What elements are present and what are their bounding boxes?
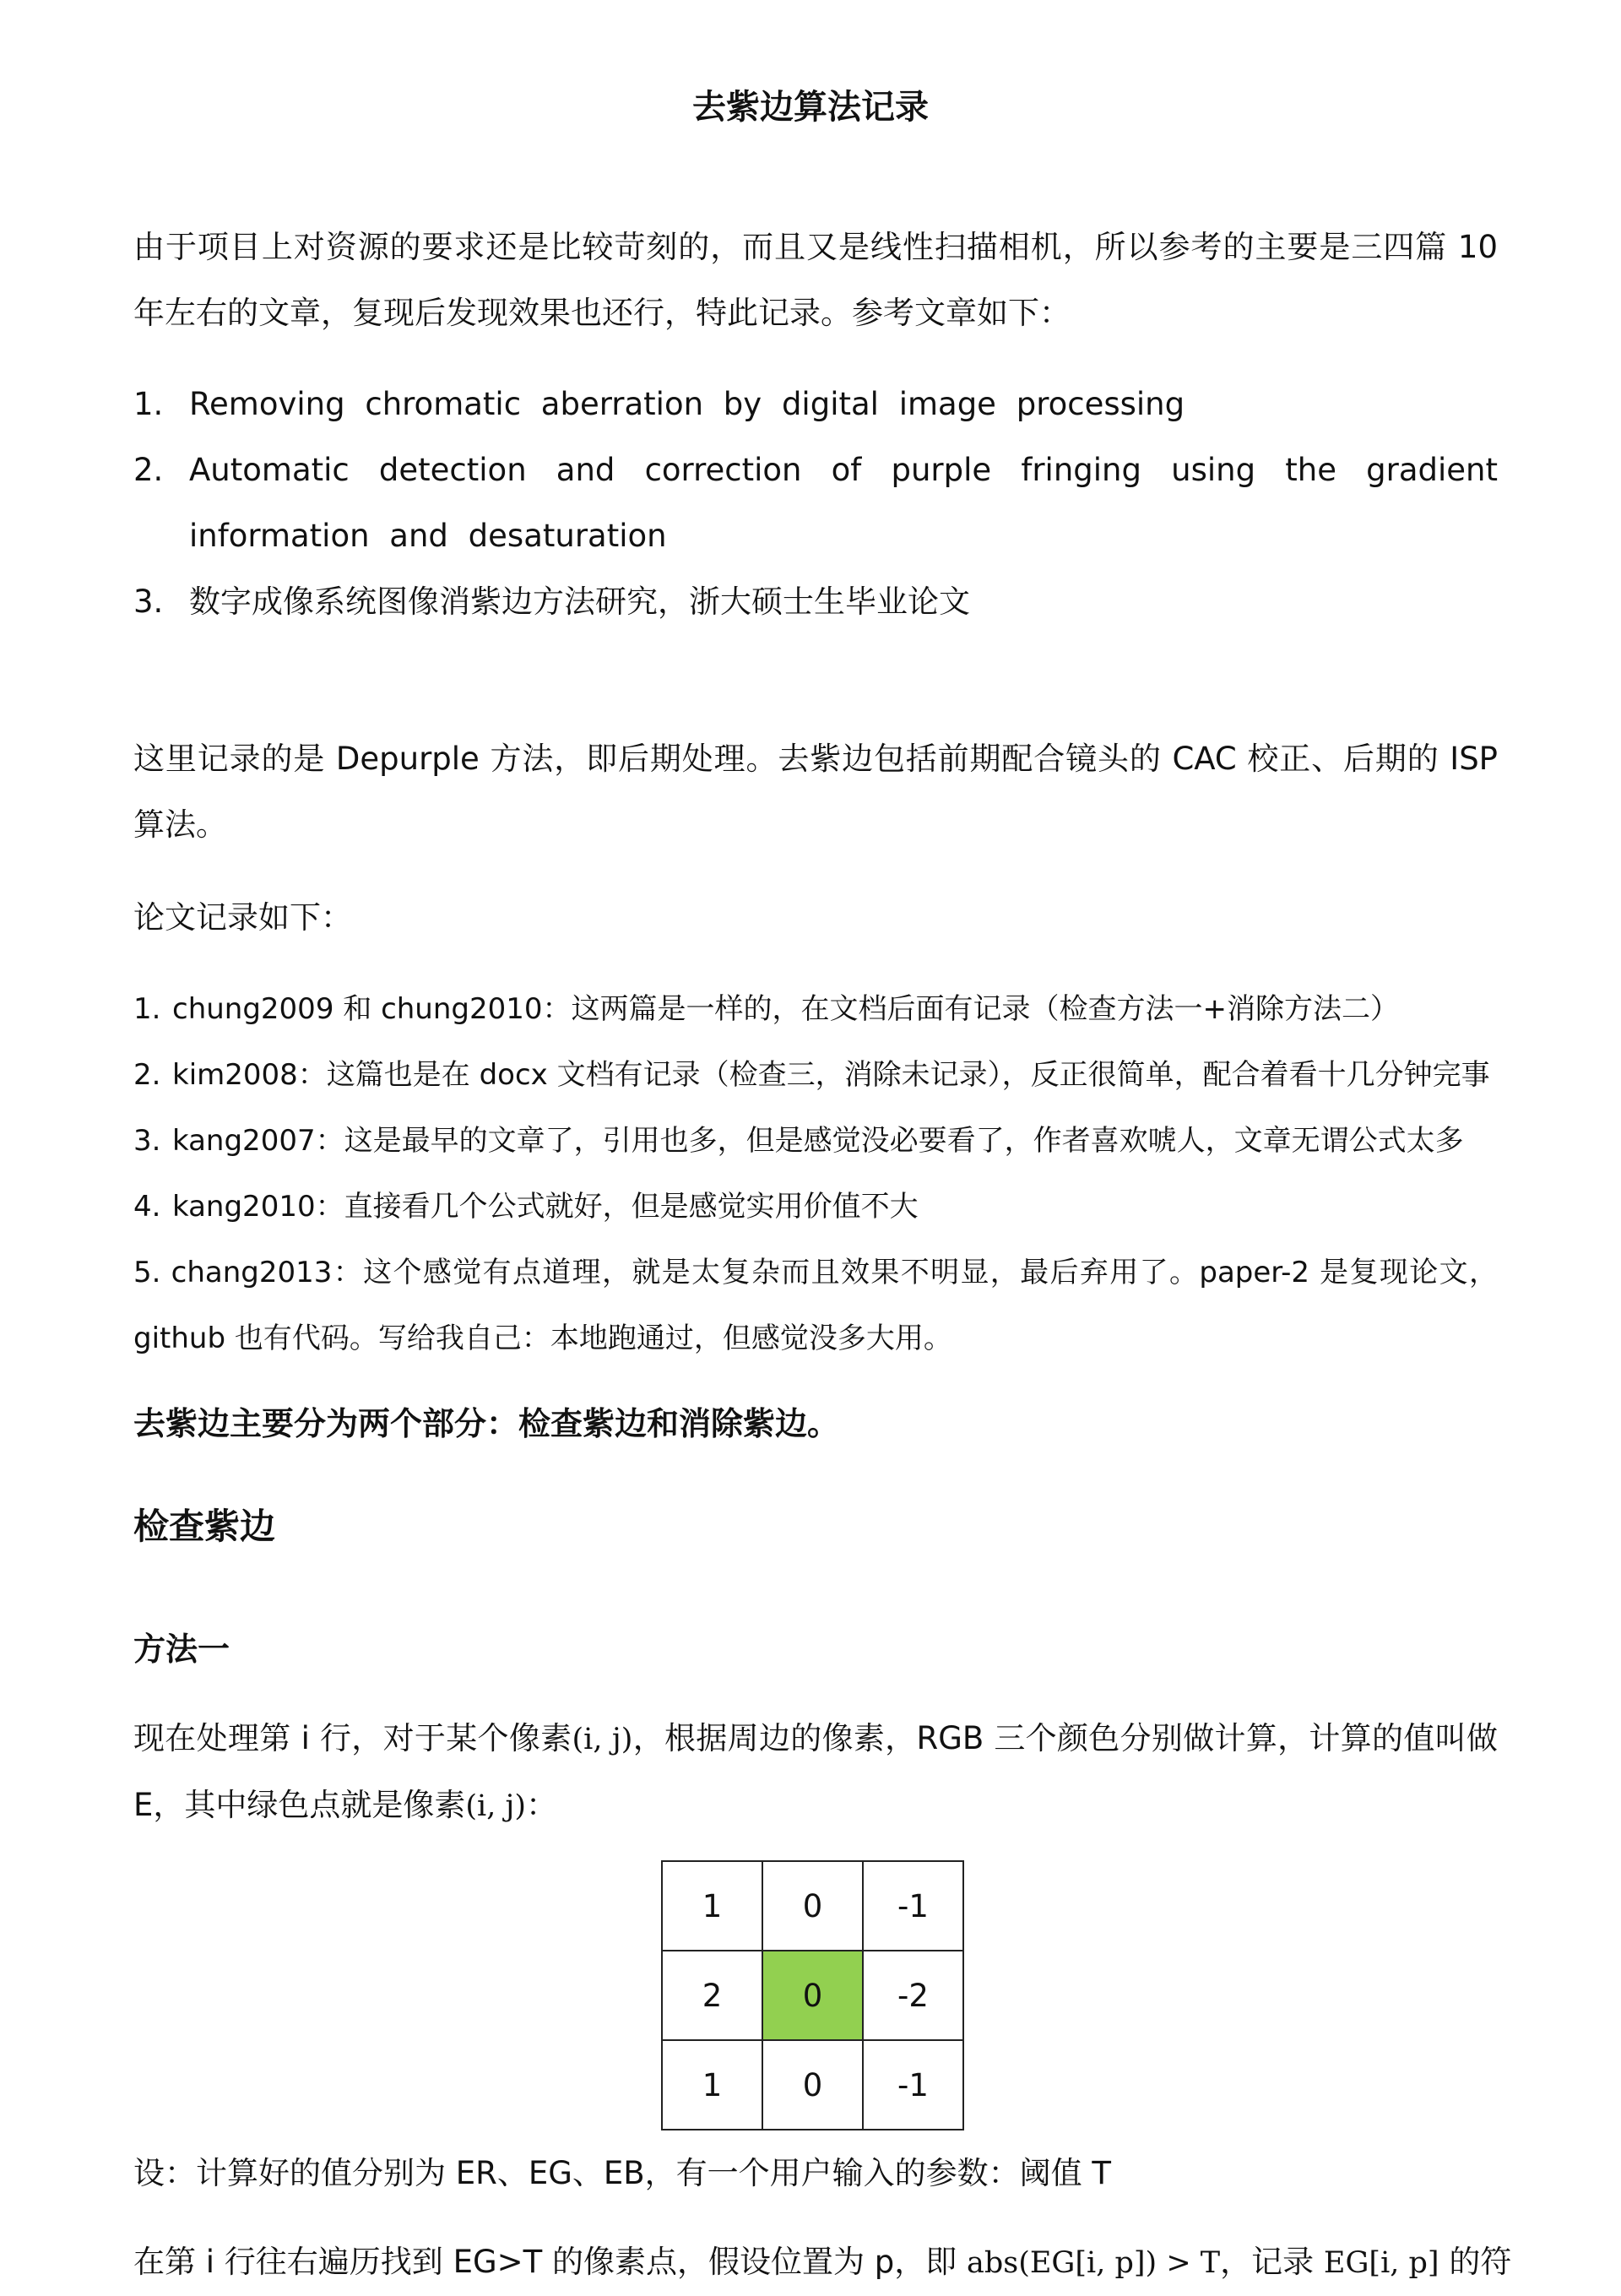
document-title: 去紫边算法记录 xyxy=(692,88,929,127)
paper-note-number: 5. xyxy=(133,1256,161,1289)
section-heading: 检查紫边 xyxy=(133,1506,276,1547)
paper-note-text: chung2009 和 chung2010：这两篇是一样的，在文档后面有记录（检查方法一+消除方法二） xyxy=(172,992,1399,1026)
traversal-text: 在第 i 行往右遍历找到 EG>T 的像素点，假设位置为 p，即 xyxy=(133,2244,967,2280)
method-text: ： xyxy=(526,1787,557,1823)
paper-note-number: 2. xyxy=(133,1058,161,1092)
kernel-cell: -1 xyxy=(863,1861,963,1951)
reference-text: Removing chromatic aberration by digital image processing xyxy=(189,386,1185,422)
kernel-cell: -1 xyxy=(863,2040,963,2130)
intro-paragraph: 由于项目上对资源的要求还是比较苛刻的，而且又是线性扫描相机，所以参考的主要是三四篇 10 年左右的文章，复现后发现效果也还行，特此记录。参考文章如下： xyxy=(133,229,1498,331)
paper-note-text: kang2007：这是最早的文章了，引用也多，但是感觉没必要看了，作者喜欢唬人，文章无谓公式太多 xyxy=(172,1124,1464,1158)
paper-note-number: 4. xyxy=(133,1190,161,1224)
setting-line: 设：计算好的值分别为 ER、EG、EB，有一个用户输入的参数：阈值 T xyxy=(133,2155,1112,2191)
paper-notes-heading: 论文记录如下： xyxy=(133,899,352,936)
paper-note-number: 3. xyxy=(133,1124,161,1158)
kernel-cell: 2 xyxy=(662,1951,762,2040)
method-heading: 方法一 xyxy=(133,1631,230,1668)
traversal-text: 的符 xyxy=(1439,2244,1512,2280)
kernel-row xyxy=(662,1861,963,1951)
summary-statement: 去紫边主要分为两个部分：检查紫边和消除紫边。 xyxy=(133,1405,840,1442)
reference-item xyxy=(133,372,1498,437)
kernel-row xyxy=(662,1951,963,2040)
kernel-cell: 1 xyxy=(662,2040,762,2130)
depurple-paragraph: 这里记录的是 Depurple 方法，即后期处理。去紫边包括前期配合镜头的 CAC 校正、后期的 ISP 算法。 xyxy=(133,741,1498,843)
paper-note-number: 1. xyxy=(133,992,161,1026)
kernel-cell: 0 xyxy=(762,2040,863,2130)
math-expression: (i, j) xyxy=(572,1723,633,1756)
paper-note-item xyxy=(133,1240,1498,1371)
kernel-row xyxy=(662,2040,963,2130)
method-text: ，根据周边的像素，RGB 三个颜色分别做计算，计算的值叫做 E，其中绿色点就是像素 xyxy=(133,1720,1498,1823)
kernel-cell: 0 xyxy=(762,1861,863,1951)
traversal-paragraph xyxy=(133,2229,1512,2296)
kernel-cell: 1 xyxy=(662,1861,762,1951)
paper-note-text: kim2008：这篇也是在 docx 文档有记录（检查三，消除未记录），反正很简单，配合着看十几分钟完事 xyxy=(172,1058,1490,1092)
paper-note-item xyxy=(133,1042,1498,1108)
paper-notes-list xyxy=(133,976,1498,1371)
method-paragraph xyxy=(133,1706,1498,1839)
math-expression: EG[i, p] xyxy=(1323,2246,1439,2280)
method-text: 现在处理第 i 行，对于某个像素 xyxy=(133,1720,572,1756)
paper-note-text: chang2013：这个感觉有点道理，就是太复杂而且效果不明显，最后弃用了。paper-2 是复现论文，github 也有代码。写给我自己：本地跑通过，但感觉没多大用。 xyxy=(133,1256,1498,1355)
math-expression: (i, j) xyxy=(465,1789,526,1823)
kernel-cell: -2 xyxy=(863,1951,963,2040)
reference-number: 3. xyxy=(133,583,164,620)
reference-item xyxy=(133,437,1498,569)
traversal-text: ，记录 xyxy=(1220,2244,1324,2280)
paper-note-item xyxy=(133,976,1498,1042)
reference-item xyxy=(133,569,1498,635)
paper-note-item xyxy=(133,1108,1498,1174)
reference-text: Automatic detection and correction of purple fringing using the gradient information and desaturation xyxy=(189,452,1498,554)
kernel-table xyxy=(661,1860,964,2130)
paper-note-item xyxy=(133,1174,1498,1240)
paper-note-text: kang2010：直接看几个公式就好，但是感觉实用价值不大 xyxy=(172,1190,919,1224)
reference-text: 数字成像系统图像消紫边方法研究，浙大硕士生毕业论文 xyxy=(189,583,970,620)
kernel-center-cell: 0 xyxy=(762,1951,863,2040)
reference-list xyxy=(133,372,1498,635)
reference-number: 2. xyxy=(133,452,164,488)
math-expression: abs(EG[i, p]) > T xyxy=(967,2246,1221,2280)
reference-number: 1. xyxy=(133,386,164,422)
